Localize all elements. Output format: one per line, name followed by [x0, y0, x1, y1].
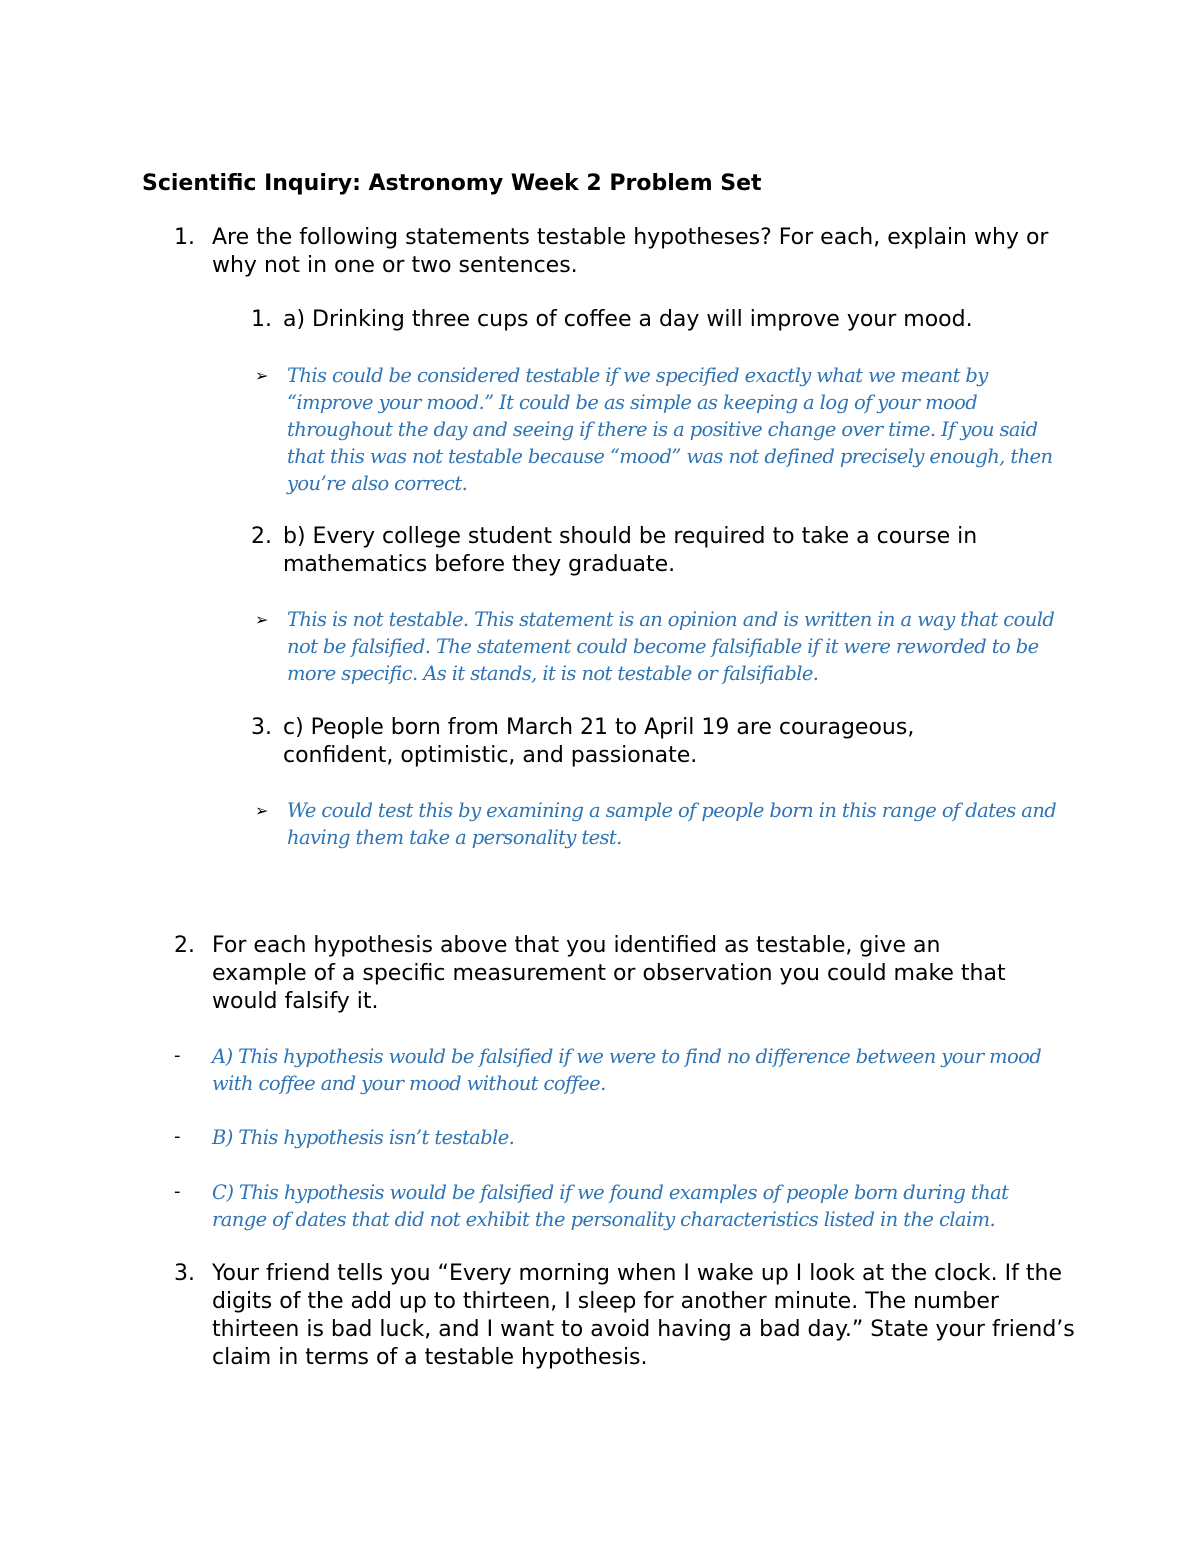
item-c-text: c) People born from March 21 to April 19 are courageous, confident, optimistic, and passionate.: [283, 715, 915, 768]
arrow-bullet-icon: ➢: [255, 801, 269, 820]
question-1-text: Are the following statements testable hypotheses? For each, explain why or why not in one or two sentences.: [212, 225, 1049, 278]
question-2-number: 2.: [174, 933, 195, 958]
arrow-bullet-icon: ➢: [255, 610, 269, 629]
dash-bullet: -: [174, 1126, 181, 1147]
question-3-text: Your friend tells you “Every morning when I wake up I look at the clock. If the digits of the add up to thirteen, I sleep for another minute. The number thirteen is bad luck, and I want to avoid having a bad day.” State your friend’s claim in terms of a testable hypothesis.: [212, 1261, 1075, 1370]
item-c-answer: We could test this by examining a sample of people born in this range of dates and having them take a personality test.: [287, 799, 1057, 849]
item-b-text: b) Every college student should be required to take a course in mathematics before they graduate.: [283, 524, 978, 577]
item-a-text: a) Drinking three cups of coffee a day will improve your mood.: [283, 307, 973, 332]
q2-answer-c: C) This hypothesis would be falsified if we found examples of people born during that range of dates that did not exhibit the personality characteristics listed in the claim.: [212, 1181, 1009, 1231]
item-a-answer: This could be considered testable if we specified exactly what we meant by “improve your mood.” It could be as simple as keeping a log of your mood throughout the day and seeing if there is a positive change over time. If you said that this was not testable because “mood” was not defined precisely enough, then you’re also correct.: [287, 364, 1053, 495]
question-1-number: 1.: [174, 225, 195, 250]
item-a-number: 1.: [251, 307, 272, 332]
q2-answer-a: A) This hypothesis would be falsified if we were to find no difference between your mood with coffee and your mood without coffee.: [212, 1045, 1042, 1095]
dash-bullet: -: [174, 1045, 181, 1066]
item-c-number: 3.: [251, 715, 272, 740]
page-title: Scientific Inquiry: Astronomy Week 2 Problem Set: [142, 171, 762, 196]
q2-answer-b: B) This hypothesis isn’t testable.: [212, 1126, 515, 1149]
item-b-number: 2.: [251, 524, 272, 549]
question-2-text: For each hypothesis above that you identified as testable, give an example of a specific measurement or observation you could make that would falsify it.: [212, 933, 1006, 1014]
arrow-bullet-icon: ➢: [255, 366, 269, 385]
item-b-answer: This is not testable. This statement is an opinion and is written in a way that could not be falsified. The statement could become falsifiable if it were reworded to be more specific. As it stands, it is not testable or falsifiable.: [287, 608, 1055, 685]
question-3-number: 3.: [174, 1261, 195, 1286]
dash-bullet: -: [174, 1181, 181, 1202]
